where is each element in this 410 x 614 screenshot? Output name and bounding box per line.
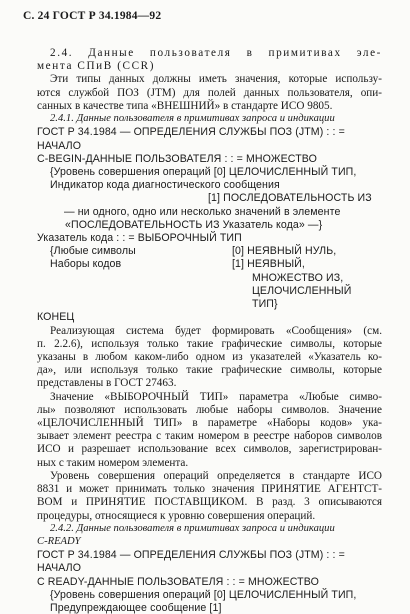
code-line: C-BEGIN-ДАННЫЕ ПОЛЬЗОВАТЕЛЯ : : = МНОЖЕСТВО	[37, 152, 317, 165]
code-line: ГОСТ Р 34.1984 — ОПРЕДЕЛЕНИЯ СЛУЖБЫ ПОЗ (JTM) : : =	[37, 126, 345, 139]
code-line: ГОСТ Р 34.1984 — ОПРЕДЕЛЕНИЯ СЛУЖБЫ ПОЗ (JTM) : : =	[37, 549, 345, 562]
text-line: лы» позволяют использовать любые наборы символов. Значение	[37, 403, 382, 416]
text-line: Реализующая система будет формировать «Сообщения» (см.	[50, 324, 382, 337]
code-line: НАЧАЛО	[37, 562, 82, 575]
code-line: МНОЖЕСТВО ИЗ,	[252, 271, 344, 284]
code-line: {Уровень совершения операций [0] ЦЕЛОЧИСЛЕННЫЙ ТИП,	[50, 588, 357, 601]
text-line: Уровень совершения операций определяется в стандарте ИСО	[50, 469, 382, 482]
subsection-heading-2-4-2: 2.4.2. Данные пользователя в примитивах запроса и индикации	[50, 522, 335, 534]
text-line: процедуры, относящиеся к уровню совершения операций.	[37, 509, 316, 522]
code-line: [0] НЕЯВНЫЙ НУЛЬ,	[232, 245, 337, 258]
code-line: [1] ПОСЛЕДОВАТЕЛЬНОСТЬ ИЗ	[208, 192, 372, 205]
text-line: да», или используя только такие графические символы, которые	[37, 364, 382, 377]
text-line: ВОМ и ПРИНЯТИЕ ПОСТАВЩИКОМ. В разд. 3 описываются	[37, 496, 382, 509]
subsection-heading-2-4-1: 2.4.1. Данные пользователя в примитивах запроса и индикации	[50, 113, 335, 125]
code-line: Индикатор кода диагностического сообщения	[50, 179, 280, 192]
text-line: Эти типы данных должны иметь значения, которые использу-	[50, 73, 382, 86]
text-line: п. 2.2.6), используя только такие графические символы, которые	[37, 337, 382, 350]
subsection-heading-2-4-2-cont: C-READY	[37, 535, 81, 547]
text-line: ных с таким номером элемента.	[37, 456, 189, 469]
code-line: [1] НЕЯВНЫЙ,	[232, 258, 305, 271]
section-heading-2-4-cont: мента СПиВ (CCR)	[37, 60, 156, 73]
page-header: С. 24 ГОСТ Р 34.1984—92	[23, 10, 162, 22]
code-line: ЦЕЛОЧИСЛЕННЫЙ	[252, 284, 352, 297]
text-line: 8831 и может принимать только значения ПРИНЯТИЕ АГЕНТСТ-	[37, 483, 382, 496]
text-line: Значение «ВЫБОРОЧНЫЙ ТИП» параметра «Любые симво-	[50, 390, 382, 403]
code-line: ТИП}	[252, 298, 278, 311]
text-line: ются службой ПОЗ (JTM) для полей данных пользователя, опи-	[37, 86, 382, 99]
code-line: НАЧАЛО	[37, 139, 82, 152]
text-line: «ЦЕЛОЧИСЛЕННЫЙ ТИП» в параметре «Наборы кодов» ука-	[37, 417, 382, 429]
text-line: зывает элемент реестра с таким номером в реестре наборов символов	[37, 430, 382, 443]
text-line: ИСО и разрешает использование всех символов, зарегистрирован-	[37, 443, 382, 456]
text-line: представлены в ГОСТ 27463.	[37, 377, 177, 390]
code-line: Указатель кода : : = ВЫБОРОЧНЫЙ ТИП	[37, 232, 242, 244]
text-line: санных в качестве типа «ВНЕШНИЙ» в стандарте ИСО 9805.	[37, 99, 333, 112]
code-line: C READY-ДАННЫЕ ПОЛЬЗОВАТЕЛЯ : : = МНОЖЕСТВО	[37, 575, 319, 588]
code-line: {Любые символы	[50, 245, 136, 258]
code-line: «ПОСЛЕДОВАТЕЛЬНОСТЬ ИЗ Указатель кода» —}	[65, 218, 323, 231]
code-line: {Уровень совершения операций [0] ЦЕЛОЧИСЛЕННЫЙ ТИП,	[50, 165, 357, 178]
section-heading-2-4: 2.4. Данные пользователя в примитивах эле-	[50, 47, 382, 59]
code-line: КОНЕЦ	[37, 311, 75, 324]
code-line: Наборы кодов	[50, 258, 122, 271]
code-line: — ни одного, одно или несколько значений в элементе	[64, 205, 341, 218]
code-line: Предупреждающее сообщение [1]	[50, 602, 222, 614]
text-line: указаны в любом каком-либо одном из указателей «Указатель ко-	[37, 350, 382, 363]
